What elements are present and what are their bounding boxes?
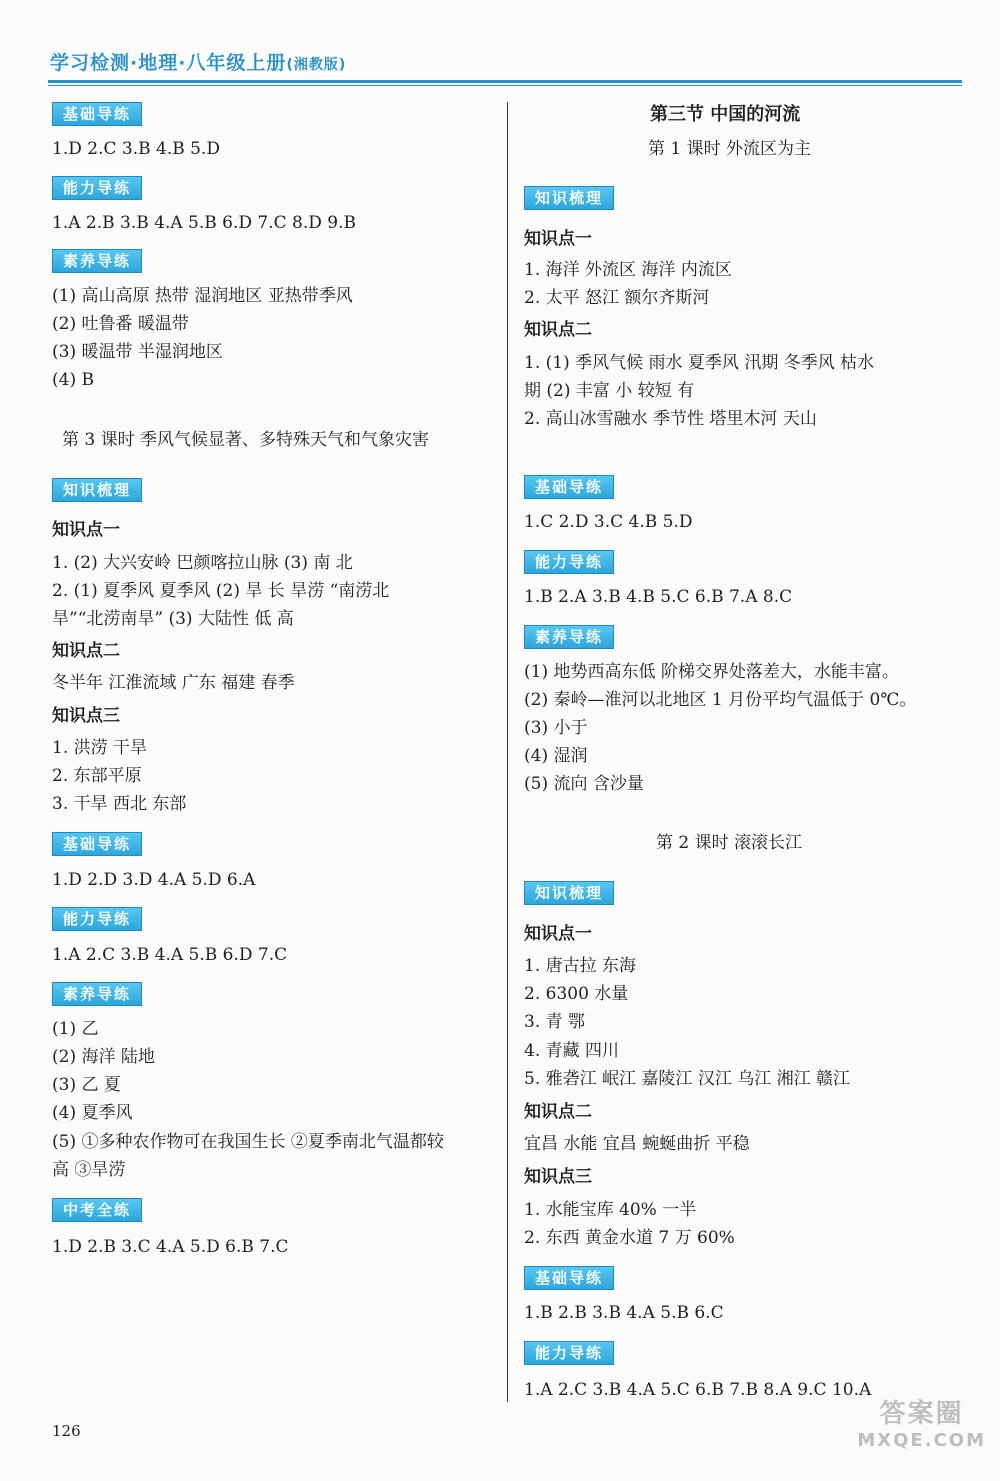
tag-ability-practice: 能力导练	[52, 907, 142, 931]
answer-line: (1) 高山高原 热带 湿润地区 亚热带季风	[52, 286, 353, 306]
answer-line: 旱”“北涝南旱” (3) 大陆性 低 高	[52, 609, 294, 629]
knowledge-point-title: 知识点一	[52, 520, 120, 540]
answer-line: (3) 乙 夏	[52, 1075, 121, 1095]
answer-line: (2) 秦岭—淮河以北地区 1 月份平均气温低于 0℃。	[524, 690, 917, 710]
knowledge-point-title: 知识点一	[524, 229, 592, 249]
book-header	[50, 48, 346, 75]
watermark-url: MXQE.COM	[857, 1430, 986, 1451]
answer-line: (2) 海洋 陆地	[52, 1047, 155, 1067]
tag-basic-practice: 基础导练	[52, 102, 142, 126]
watermark	[857, 1398, 986, 1452]
tag-exam-practice: 中考全练	[52, 1198, 142, 1222]
answer-line: 1. 水能宝库 40% 一半	[524, 1200, 697, 1220]
tag-basic-practice: 基础导练	[52, 832, 142, 856]
answer-line: 1. (1) 季风气候 雨水 夏季风 汛期 冬季风 枯水	[524, 353, 875, 373]
answer-line: 宜昌 水能 宜昌 蜿蜒曲折 平稳	[524, 1134, 750, 1154]
answers-basic: 1.D 2.C 3.B 4.B 5.D	[52, 139, 220, 159]
tag-basic-practice: 基础导练	[524, 1266, 614, 1290]
tag-ability-practice: 能力导练	[524, 1341, 614, 1365]
knowledge-point-title: 知识点二	[524, 320, 592, 340]
answer-line: 1. 唐古拉 东海	[524, 956, 637, 976]
page-number: 126	[52, 1422, 81, 1440]
answer-line: 2. (1) 夏季风 夏季风 (2) 旱 长 旱涝 “南涝北	[52, 581, 390, 601]
answers-ability: 1.A 2.B 3.B 4.A 5.B 6.D 7.C 8.D 9.B	[52, 213, 356, 233]
answers-ability: 1.A 2.C 3.B 4.A 5.C 6.B 7.B 8.A 9.C 10.A	[524, 1380, 872, 1400]
answer-line: (1) 地势西高东低 阶梯交界处落差大，水能丰富。	[524, 662, 899, 682]
knowledge-point-title: 知识点二	[52, 641, 120, 661]
answer-line: 2. 高山冰雪融水 季节性 塔里木河 天山	[524, 409, 817, 429]
tag-ability-practice: 能力导练	[52, 176, 142, 200]
answer-line: (3) 暖温带 半湿润地区	[52, 342, 223, 362]
answer-line: (5) ①多种农作物可在我国生长 ②夏季南北气温都较	[52, 1132, 444, 1152]
answers-basic: 1.C 2.D 3.C 4.B 5.D	[524, 512, 693, 532]
answer-line: (1) 乙	[52, 1019, 99, 1039]
answer-line: 2. 太平 怒江 额尔齐斯河	[524, 288, 710, 308]
answers-ability: 1.B 2.A 3.B 4.B 5.C 6.B 7.A 8.C	[524, 587, 793, 607]
lesson-title: 第 1 课时 外流区为主	[648, 139, 812, 159]
answer-line: 3. 青 鄂	[524, 1012, 586, 1032]
tag-literacy-practice: 素养导练	[524, 625, 614, 649]
answer-line: (4) 夏季风	[52, 1103, 133, 1123]
lesson-title: 第 2 课时 滚滚长江	[656, 833, 803, 853]
answer-line: 期 (2) 丰富 小 较短 有	[524, 381, 695, 401]
answer-line: 2. 东西 黄金水道 7 万 60%	[524, 1228, 735, 1248]
answer-line: 5. 雅砻江 岷江 嘉陵江 汉江 乌江 湘江 赣江	[524, 1069, 851, 1089]
tag-knowledge-review: 知识梳理	[52, 478, 142, 502]
tag-knowledge-review: 知识梳理	[524, 881, 614, 905]
lesson-title: 第 3 课时 季风气候显著、多特殊天气和气象灾害	[62, 430, 430, 450]
knowledge-point-title: 知识点三	[524, 1167, 592, 1187]
answers-exam: 1.D 2.B 3.C 4.A 5.D 6.B 7.C	[52, 1237, 289, 1257]
header-edition: (湘教版)	[286, 57, 347, 73]
answer-line: 1. 洪涝 干旱	[52, 738, 148, 758]
answer-line: (5) 流向 含沙量	[524, 774, 644, 794]
answer-line: (4) 湿润	[524, 746, 588, 766]
answer-line: 冬半年 江淮流域 广东 福建 春季	[52, 673, 295, 693]
knowledge-point-title: 知识点一	[524, 924, 592, 944]
tag-literacy-practice: 素养导练	[52, 982, 142, 1006]
answers-ability: 1.A 2.C 3.B 4.A 5.B 6.D 7.C	[52, 945, 288, 965]
answer-line: 1. (2) 大兴安岭 巴颜喀拉山脉 (3) 南 北	[52, 553, 353, 573]
answer-line: 3. 干旱 西北 东部	[52, 794, 187, 814]
answer-line: 2. 6300 水量	[524, 984, 629, 1004]
answer-line: 1. 海洋 外流区 海洋 内流区	[524, 260, 732, 280]
answer-line: 4. 青藏 四川	[524, 1041, 620, 1061]
answer-line: 2. 东部平原	[52, 766, 142, 786]
watermark-line: 答案圈	[879, 1399, 964, 1429]
answer-line: (3) 小于	[524, 718, 588, 738]
answer-line: (4) B	[52, 370, 94, 390]
answers-basic: 1.B 2.B 3.B 4.A 5.B 6.C	[524, 1303, 724, 1323]
header-rule	[48, 80, 962, 83]
answer-line: 高 ③旱涝	[52, 1160, 126, 1180]
tag-basic-practice: 基础导练	[524, 475, 614, 499]
section-title: 第三节 中国的河流	[650, 104, 801, 125]
header-title: 学习检测·地理·八年级上册	[50, 52, 287, 74]
header-rule-thin	[48, 85, 962, 86]
knowledge-point-title: 知识点二	[524, 1102, 592, 1122]
knowledge-point-title: 知识点三	[52, 706, 120, 726]
column-divider	[507, 102, 508, 1402]
answer-line: (2) 吐鲁番 暖温带	[52, 314, 189, 334]
tag-knowledge-review: 知识梳理	[524, 186, 614, 210]
tag-literacy-practice: 素养导练	[52, 249, 142, 273]
tag-ability-practice: 能力导练	[524, 550, 614, 574]
answers-basic: 1.D 2.D 3.D 4.A 5.D 6.A	[52, 870, 256, 890]
